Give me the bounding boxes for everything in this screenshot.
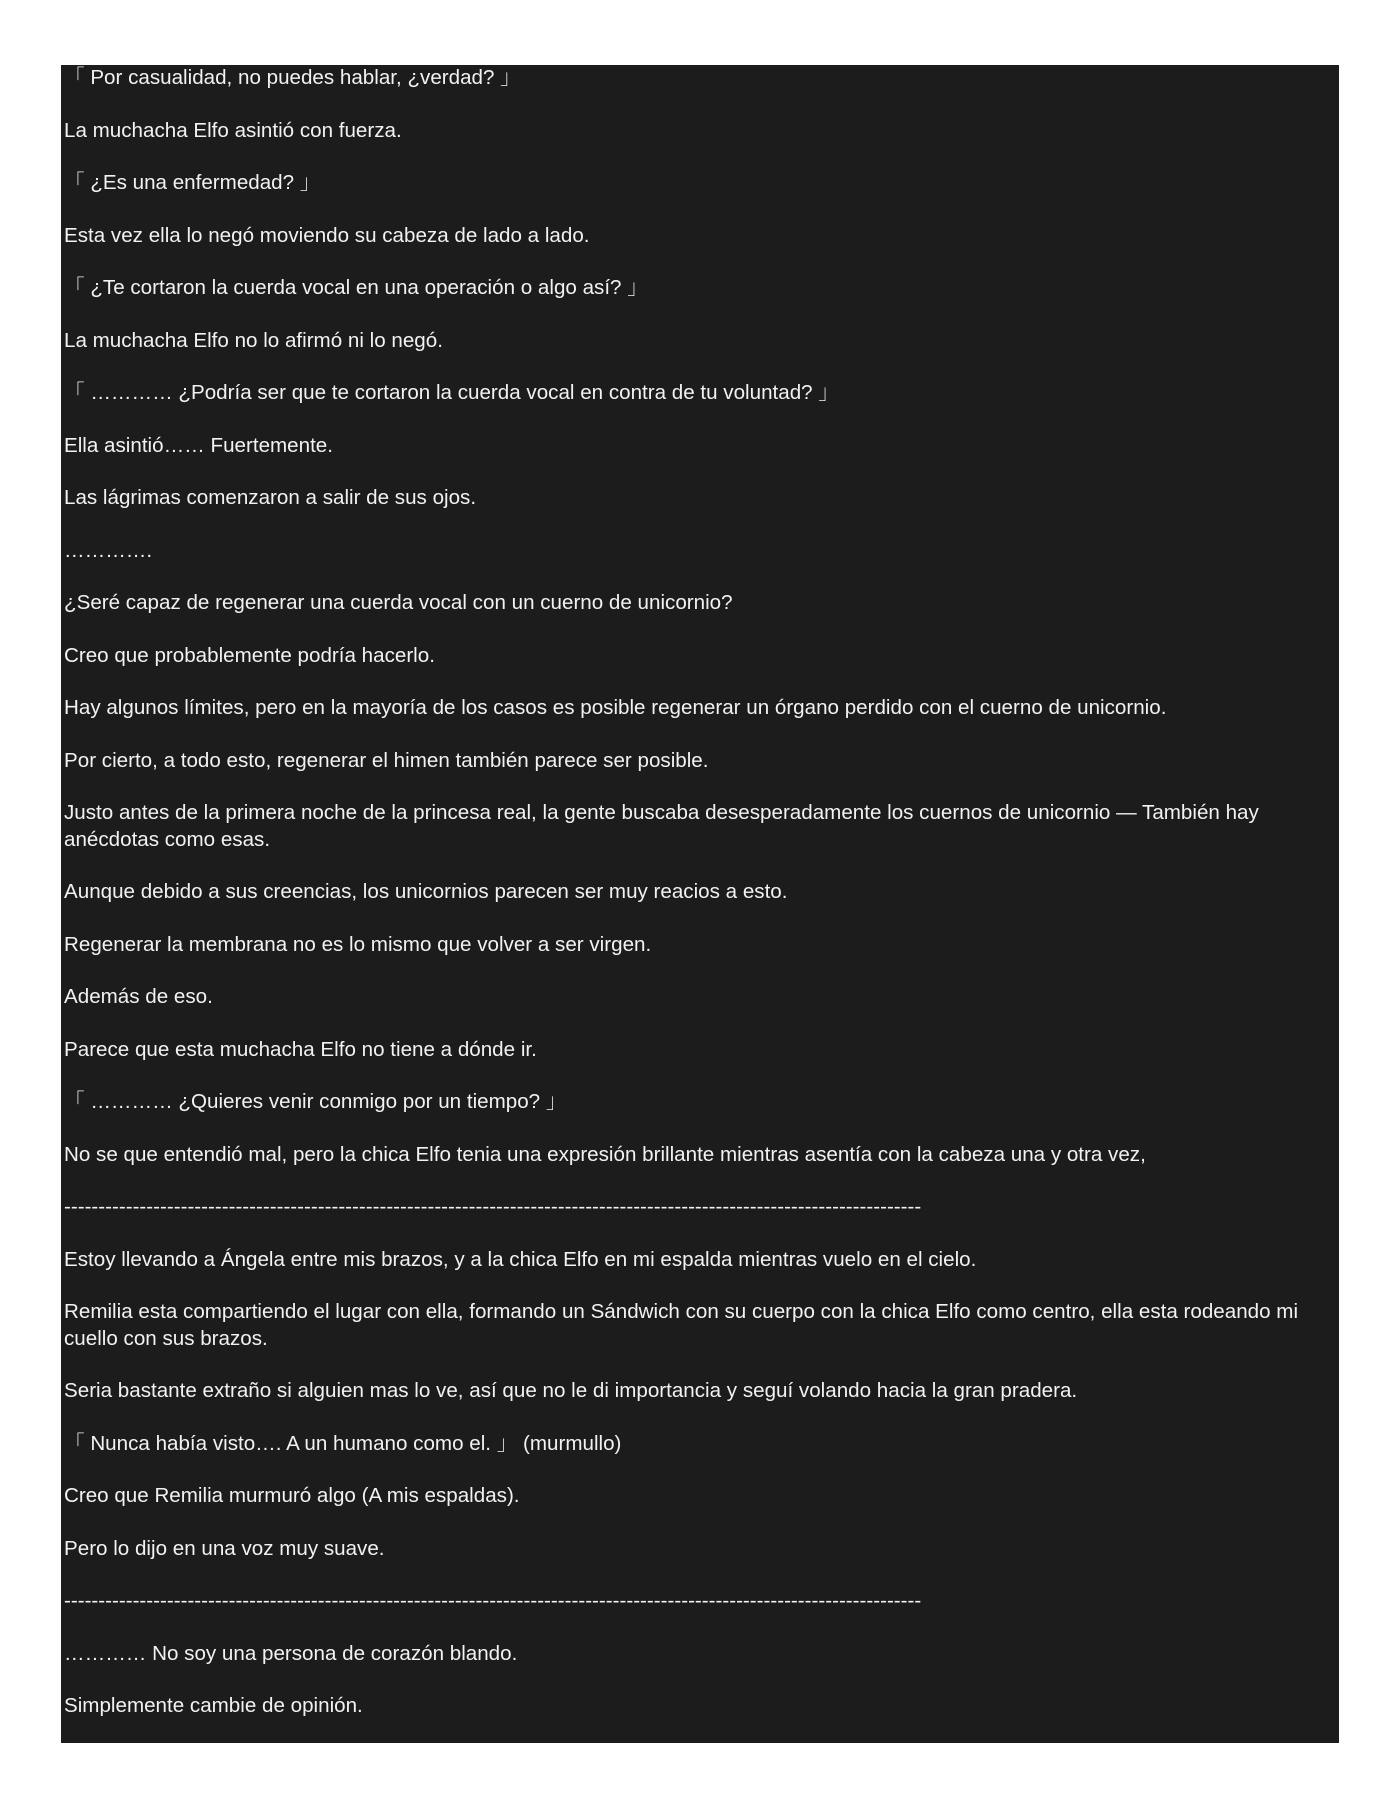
dialogue-line: 「 Por casualidad, no puedes hablar, ¿verdad? 」 xyxy=(64,66,521,89)
narration-line: Aunque debido a sus creencias, los unicornios parecen ser muy reacios a esto. xyxy=(64,880,788,903)
section-separator: ----------------------------------------------------------------------------------------------------------------------------- xyxy=(64,1195,922,1218)
narration-line: Seria bastante extraño si alguien mas lo ve, así que no le di importancia y seguí volando hacia la gran pradera. xyxy=(64,1379,1078,1402)
narration-line: La muchacha Elfo no lo afirmó ni lo negó. xyxy=(64,328,443,352)
narration-line: Creo que probablemente podría hacerlo. xyxy=(64,643,435,667)
narration-line: Remilia esta compartiendo el lugar con ella, formando un Sándwich con su cuerpo con la chica Elfo como centro, ella esta rodeando mi cuello con sus brazos. xyxy=(64,1300,1299,1350)
dialogue-line: 「 ………… ¿Podría ser que te cortaron la cuerda vocal en contra de tu voluntad? 」 xyxy=(64,381,839,404)
ellipsis-line: …………. xyxy=(64,538,153,562)
narration-line: Ella asintió…… Fuertemente. xyxy=(64,433,333,457)
narration-line: Por cierto, a todo esto, regenerar el himen también parece ser posible. xyxy=(64,748,709,772)
section-separator: ----------------------------------------------------------------------------------------------------------------------------- xyxy=(64,1589,922,1612)
narration-line: Parece que esta muchacha Elfo no tiene a dónde ir. xyxy=(64,1037,537,1061)
narration-line: Creo que Remilia murmuró algo (A mis espaldas). xyxy=(64,1484,520,1507)
narration-line: Estoy llevando a Ángela entre mis brazos, y a la chica Elfo en mi espalda mientras vuelo en el cielo. xyxy=(64,1247,977,1271)
narration-line: Esta vez ella lo negó moviendo su cabeza de lado a lado. xyxy=(64,223,590,247)
narration-line: ¿Seré capaz de regenerar una cuerda vocal con un cuerno de unicornio? xyxy=(64,591,733,614)
narration-line: No se que entendió mal, pero la chica Elfo tenia una expresión brillante mientras asentía con la cabeza una y otra vez, xyxy=(64,1142,1146,1166)
narration-line: La muchacha Elfo asintió con fuerza. xyxy=(64,118,402,142)
narration-line: Simplemente cambie de opinión. xyxy=(64,1694,363,1717)
dialogue-line: 「 Nunca había visto…. A un humano como el. 」 (murmullo) xyxy=(64,1431,622,1455)
dialogue-line: 「 ………… ¿Quieres venir conmigo por un tiempo? 」 xyxy=(64,1090,567,1113)
dialogue-line: 「 ¿Es una enfermedad? 」 xyxy=(64,171,321,194)
narration-line: Pero lo dijo en una voz muy suave. xyxy=(64,1536,385,1560)
narration-line: ………… No soy una persona de corazón blando. xyxy=(64,1641,518,1665)
document-text-panel xyxy=(61,65,1339,1743)
narration-line: Las lágrimas comenzaron a salir de sus ojos. xyxy=(64,486,477,509)
narration-line: Regenerar la membrana no es lo mismo que volver a ser virgen. xyxy=(64,932,652,956)
narration-line: Hay algunos límites, pero en la mayoría de los casos es posible regenerar un órgano perdido con el cuerno de unicornio. xyxy=(64,696,1167,719)
dialogue-line: 「 ¿Te cortaron la cuerda vocal en una operación o algo así? 」 xyxy=(64,276,648,299)
narration-line: Además de eso. xyxy=(64,985,213,1008)
narration-line: Justo antes de la primera noche de la princesa real, la gente buscaba desesperadamente los cuernos de unicornio — También hay anécdotas como esas. xyxy=(64,801,1259,851)
